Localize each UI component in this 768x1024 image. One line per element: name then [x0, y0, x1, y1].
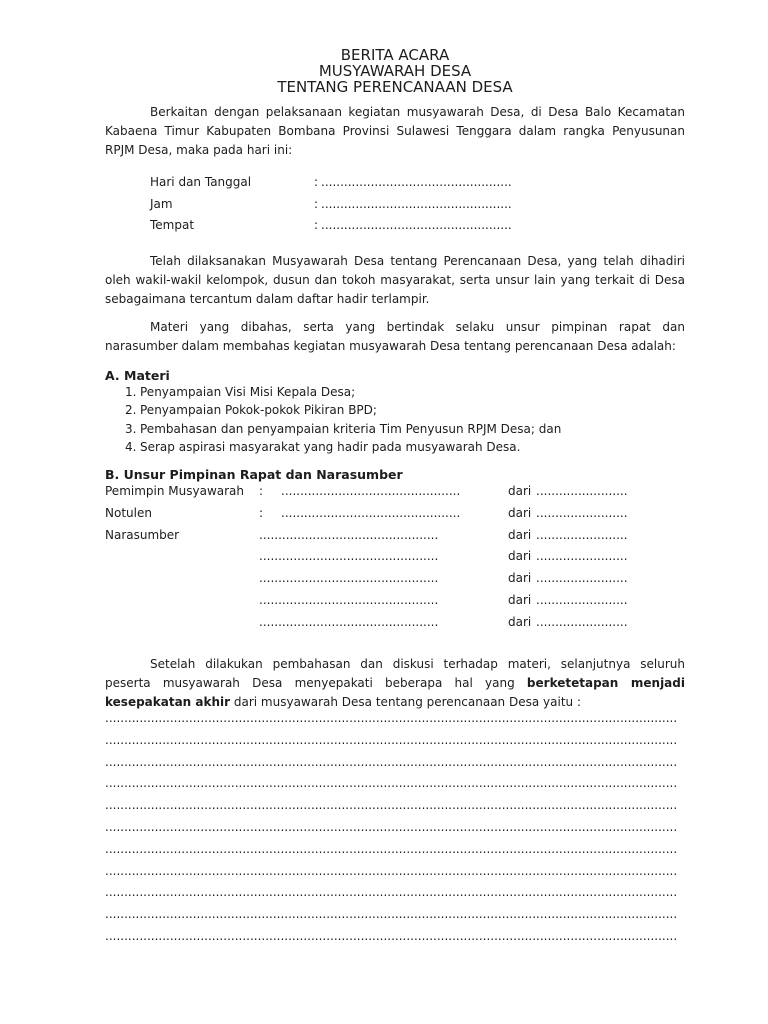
name-blank: ...............................................	[281, 505, 461, 520]
conclusion-paragraph	[105, 655, 685, 712]
conclusion-bold-text: berketetapan menjadi	[526, 676, 685, 690]
dari-label: dari	[508, 571, 532, 586]
row-colon: :	[259, 484, 264, 498]
attendance-line: Telah dilaksanakan Musyawarah Desa tentang Perencanaan Desa, yang telah dihadiri	[150, 254, 685, 268]
document-title	[105, 47, 685, 95]
intro-line: Kabaena Timur Kabupaten Bombana Provinsi Sulawesi Tenggara dalam rangka Penyusunan	[105, 124, 685, 138]
agreement-blank-line: ......................................................................................................................................................	[105, 885, 678, 900]
name-blank: ...............................................	[281, 484, 461, 498]
leadership-row	[105, 568, 685, 590]
agreement-blank-line: ......................................................................................................................................................	[105, 732, 678, 747]
field-row-date	[105, 172, 685, 194]
materi-item-number: 1.	[125, 385, 137, 399]
conclusion-line: Setelah dilakukan pembahasan dan diskusi terhadap materi, selanjutnya seluruh	[150, 657, 685, 671]
dari-label: dari	[508, 527, 532, 542]
field-colon: :	[314, 218, 319, 232]
attendance-line: oleh wakil-wakil kelompok, dusun dan tokoh masyarakat, serta unsur lain yang terkait di Desa	[105, 273, 685, 287]
attendance-paragraph	[105, 252, 685, 309]
title-line-musyawarah-desa: MUSYAWARAH DESA	[318, 62, 472, 80]
materi-item-number: 4.	[125, 439, 137, 454]
dari-label: dari	[508, 505, 532, 520]
origin-blank: ........................	[536, 527, 628, 542]
leadership-row	[105, 481, 685, 503]
conclusion-text: peserta musyawarah Desa menyepakati beberapa hal yang	[105, 676, 527, 690]
name-blank: ...............................................	[259, 571, 439, 586]
materi-item-text: Serap aspirasi masyarakat yang hadir pada musyawarah Desa.	[140, 439, 521, 454]
agreement-blank-line: ......................................................................................................................................................	[105, 819, 678, 834]
agreement-blank-line: ......................................................................................................................................................	[105, 841, 678, 856]
intro-line: Berkaitan dengan pelaksanaan kegiatan musyawarah Desa, di Desa Balo Kecamatan	[150, 105, 685, 119]
materi-item-text: Pembahasan dan penyampaian kriteria Tim Penyusun RPJM Desa; dan	[140, 421, 562, 436]
name-blank: ...............................................	[259, 527, 439, 542]
origin-blank: ........................	[536, 592, 628, 607]
field-blank-date: ..................................................	[321, 175, 512, 189]
agenda-paragraph	[105, 318, 685, 356]
origin-blank: ........................	[536, 549, 628, 564]
materi-item-number: 3.	[125, 421, 137, 436]
field-label-time: Jam	[150, 196, 173, 211]
materi-item	[105, 401, 685, 419]
title-line-perencanaan-desa: TENTANG PERENCANAAN DESA	[277, 78, 513, 96]
field-colon: :	[314, 196, 319, 211]
leadership-row	[105, 546, 685, 568]
conclusion-line	[105, 674, 685, 693]
field-row-place	[105, 215, 685, 237]
materi-item-text: Penyampaian Visi Misi Kepala Desa;	[140, 385, 356, 399]
name-blank: ...............................................	[259, 614, 439, 629]
agreement-blank-line: ......................................................................................................................................................	[105, 798, 678, 813]
intro-line: RPJM Desa, maka pada hari ini:	[105, 143, 293, 157]
agreement-blank-line: ......................................................................................................................................................	[105, 754, 678, 769]
conclusion-bold-text: kesepakatan akhir	[105, 695, 231, 709]
row-label-narasumber: Narasumber	[105, 527, 180, 542]
intro-paragraph	[105, 103, 685, 160]
row-label-leader: Pemimpin Musyawarah	[105, 484, 245, 498]
attendance-line: sebagaimana tercantum dalam daftar hadir terlampir.	[105, 292, 430, 306]
agenda-line: Materi yang dibahas, serta yang bertindak selaku unsur pimpinan rapat dan	[150, 320, 685, 334]
materi-item-text: Penyampaian Pokok-pokok Pikiran BPD;	[140, 403, 377, 418]
field-row-time	[105, 194, 685, 216]
agreement-blank-line: ......................................................................................................................................................	[105, 928, 678, 943]
origin-blank: ........................	[536, 505, 628, 520]
leadership-row	[105, 503, 685, 525]
section-b-heading: B. Unsur Pimpinan Rapat dan Narasumber	[105, 467, 403, 482]
title-line-berita-acara: BERITA ACARA	[340, 46, 450, 64]
materi-item	[105, 438, 685, 456]
origin-blank: ........................	[536, 571, 628, 586]
dari-label: dari	[508, 614, 532, 629]
materi-list	[105, 383, 685, 456]
leadership-row	[105, 612, 685, 634]
agreement-blank-line: ......................................................................................................................................................	[105, 711, 678, 725]
row-colon: :	[259, 505, 264, 520]
document-page	[105, 0, 685, 1024]
dari-label: dari	[508, 592, 532, 607]
field-blank-place: ..................................................	[321, 218, 512, 232]
materi-item	[105, 420, 685, 438]
materi-item-number: 2.	[125, 403, 137, 418]
field-blank-time: ..................................................	[321, 196, 512, 211]
dari-label: dari	[508, 549, 532, 564]
leadership-row	[105, 525, 685, 547]
meeting-details	[105, 172, 685, 237]
origin-blank: ........................	[536, 484, 628, 498]
agreement-blank-line: ......................................................................................................................................................	[105, 863, 678, 878]
agreement-blank-lines	[105, 708, 685, 948]
agreement-blank-line: ......................................................................................................................................................	[105, 907, 678, 922]
dari-label: dari	[508, 484, 532, 498]
leadership-row	[105, 590, 685, 612]
conclusion-text: dari musyawarah Desa tentang perencanaan Desa yaitu :	[230, 695, 581, 709]
name-blank: ...............................................	[259, 592, 439, 607]
field-colon: :	[314, 175, 319, 189]
row-label-notulen: Notulen	[105, 505, 152, 520]
origin-blank: ........................	[536, 614, 628, 629]
name-blank: ...............................................	[259, 549, 439, 564]
agenda-line: narasumber dalam membahas kegiatan musyawarah Desa tentang perencanaan Desa adalah:	[105, 339, 676, 353]
agreement-blank-line: ......................................................................................................................................................	[105, 776, 678, 791]
materi-item	[105, 383, 685, 401]
leadership-table	[105, 481, 685, 634]
field-label-place: Tempat	[150, 218, 195, 232]
field-label-date: Hari dan Tanggal	[150, 175, 252, 189]
section-a-heading: A. Materi	[105, 368, 170, 383]
